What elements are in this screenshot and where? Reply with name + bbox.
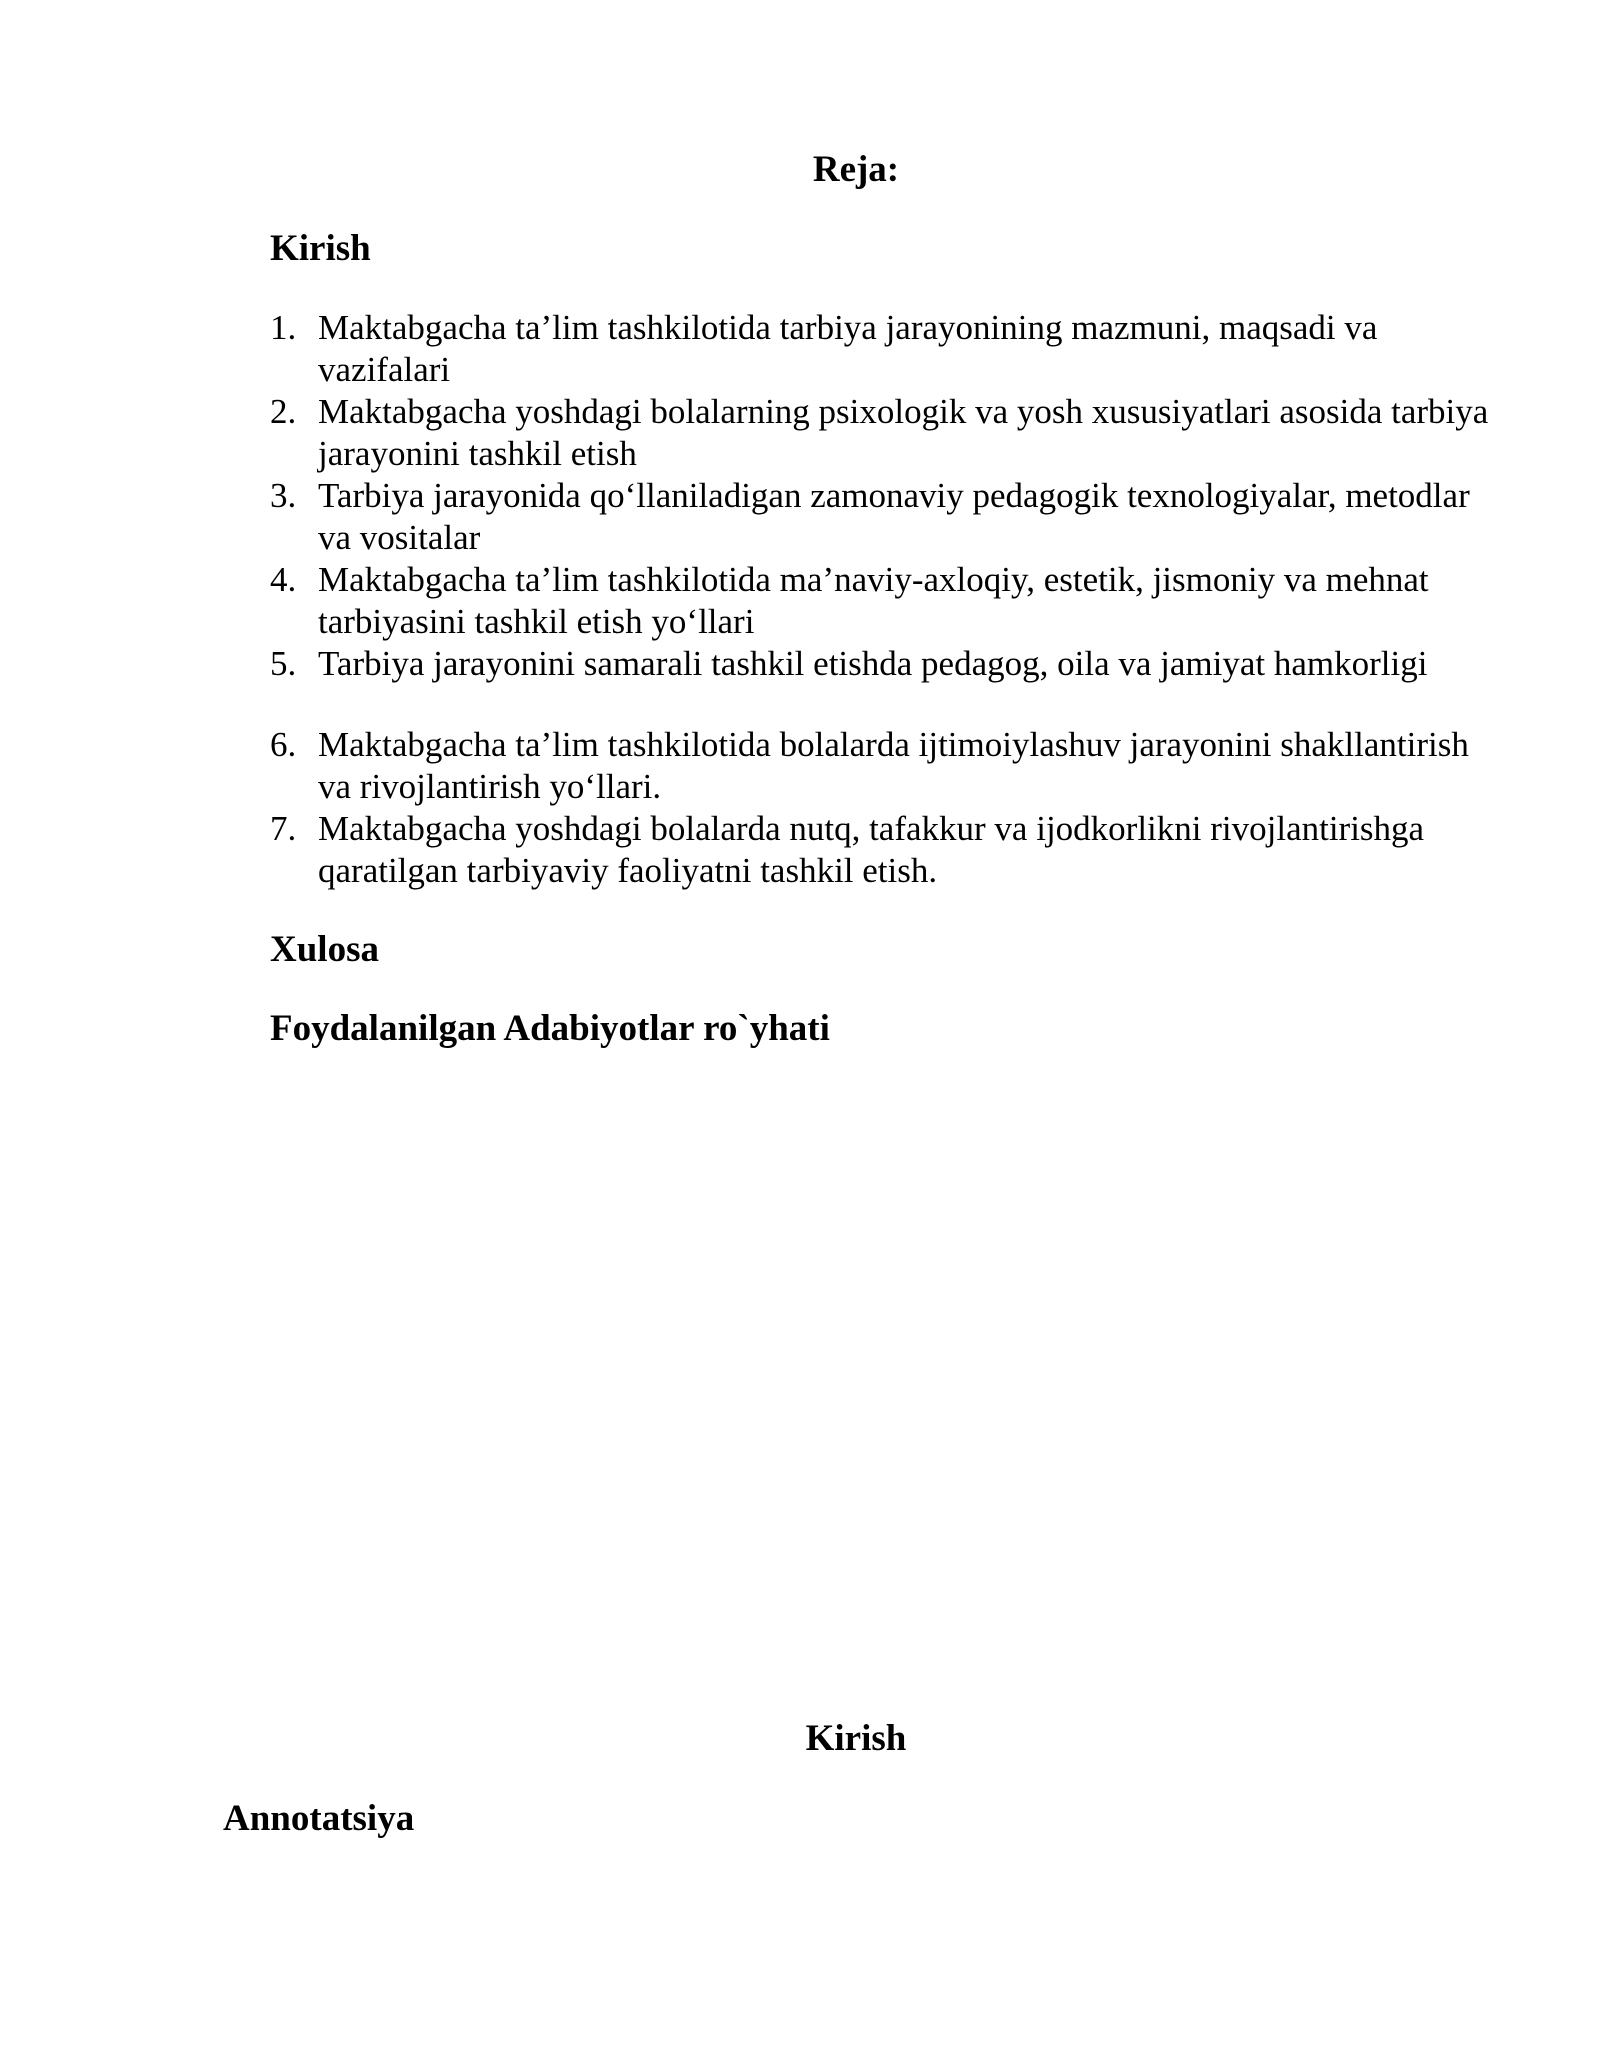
plan-item-1: [270, 307, 1510, 391]
plan-item-5: [270, 643, 1510, 685]
annotation-heading: Annotatsiya: [223, 1798, 415, 1839]
conclusion-heading: Xulosa: [270, 929, 379, 970]
plan-item-text: Maktabgacha ta’lim tashkilotida ma’naviy-axloqiy, estetik, jismoniy va mehnat tarbiyasini tashkil etish yo‘llari: [318, 560, 1429, 641]
plan-item-number: 4.: [270, 560, 297, 599]
plan-title: Reja:: [812, 149, 900, 190]
plan-item-number: 2.: [270, 392, 297, 431]
plan-item-text: Maktabgacha ta’lim tashkilotida tarbiya jarayonining mazmuni, maqsadi va vazifalari: [318, 308, 1378, 389]
plan-list-continued: [270, 724, 1510, 892]
references-heading: Foydalanilgan Adabiyotlar ro`yhati: [270, 1008, 830, 1049]
intro-heading: Kirish: [270, 228, 371, 269]
plan-item-number: 5.: [270, 644, 297, 683]
plan-item-number: 1.: [270, 308, 297, 347]
plan-item-number: 6.: [270, 725, 297, 764]
plan-item-text: Maktabgacha ta’lim tashkilotida bolalarda ijtimoiylashuv jarayonini shakllantirish va rivojlantirish yo‘llari.: [318, 725, 1469, 806]
plan-item-text: Tarbiya jarayonini samarali tashkil etishda pedagog, oila va jamiyat hamkorligi: [318, 644, 1428, 683]
plan-item-2: [270, 391, 1510, 475]
plan-item-text: Maktabgacha yoshdagi bolalarda nutq, tafakkur va ijodkorlikni rivojlantirishga qaratilgan tarbiyaviy faoliyatni tashkil etish.: [318, 809, 1425, 890]
plan-item-number: 3.: [270, 476, 297, 515]
plan-item-3: [270, 475, 1510, 559]
plan-item-text: Tarbiya jarayonida qo‘llaniladigan zamonaviy pedagogik texnologiyalar, metodlar va vositalar: [318, 476, 1470, 557]
plan-item-6: [270, 724, 1510, 808]
plan-item-text: Maktabgacha yoshdagi bolalarning psixologik va yosh xususiyatlari asosida tarbiya jarayonini tashkil etish: [318, 392, 1489, 473]
plan-item-4: [270, 559, 1510, 643]
plan-item-7: [270, 808, 1510, 892]
intro-section-title: Kirish: [805, 1718, 907, 1759]
plan-item-number: 7.: [270, 809, 297, 848]
plan-list: [270, 307, 1510, 685]
